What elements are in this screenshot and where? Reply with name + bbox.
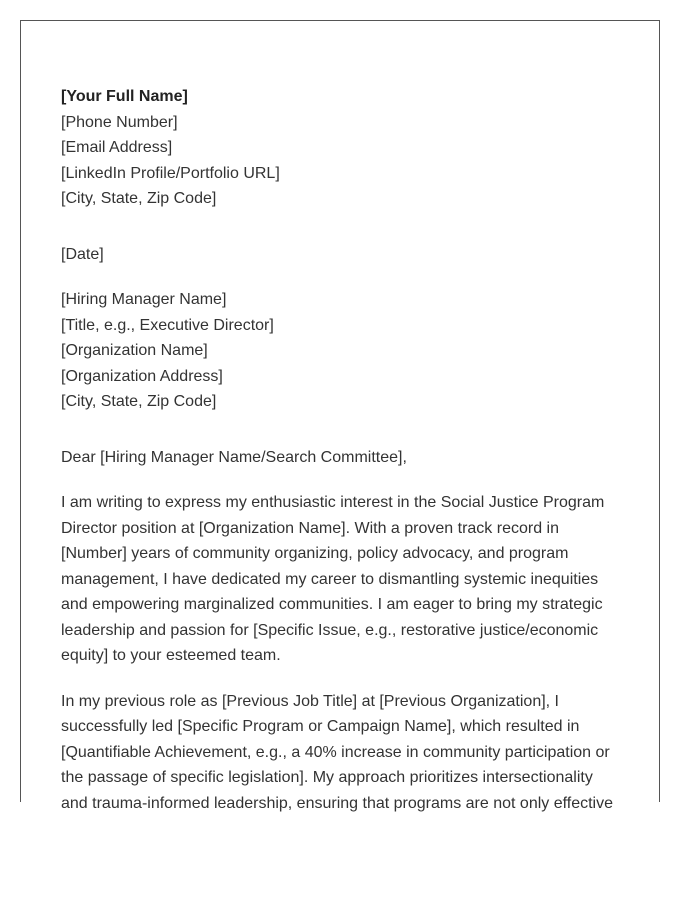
body-paragraph-1: I am writing to express my enthusiastic interest in the Social Justice Program Director position at [Organization Name]. With a proven track record in [Number] years of community organizing, policy advocacy, and program management, I have dedicated my career to dismantling systemic inequities and empowering marginalized communities. I am eager to bring my strategic leadership and passion for [Specific Issue, e.g., restorative justice/economic equity] to your esteemed team. bbox=[61, 494, 605, 664]
sender-email: [Email Address] bbox=[61, 139, 173, 156]
recipient-city-state-zip: [City, State, Zip Code] bbox=[61, 393, 217, 410]
recipient-address: [Organization Address] bbox=[61, 367, 223, 385]
sender-block bbox=[61, 84, 621, 212]
salutation bbox=[61, 445, 621, 471]
recipient-name: [Hiring Manager Name] bbox=[61, 291, 227, 308]
sender-linkedin: [LinkedIn Profile/Portfolio URL] bbox=[61, 164, 280, 182]
body-paragraph-2: In my previous role as [Previous Job Title] at [Previous Organization], I successfully led [Specific Program or Campaign Name], which resulted in [Quantifiable Achievement, e.g., a 40% increase in community participation or the passage of specific legislation]. My approach prioritizes intersectionality and trauma-informed leadership, ensuring that programs are not only effective bbox=[61, 692, 614, 812]
recipient-title: [Title, e.g., Executive Director] bbox=[61, 316, 274, 334]
letter-body bbox=[61, 84, 621, 816]
letter-date: [Date] bbox=[61, 245, 104, 263]
letter-page bbox=[20, 20, 660, 812]
sender-phone: [Phone Number] bbox=[61, 113, 178, 131]
recipient-organization: [Organization Name] bbox=[61, 342, 208, 359]
sender-city-state-zip: [City, State, Zip Code] bbox=[61, 190, 217, 207]
salutation-text: Dear [Hiring Manager Name/Search Committee], bbox=[61, 448, 407, 466]
sender-full-name: [Your Full Name] bbox=[61, 88, 188, 105]
recipient-block bbox=[61, 287, 621, 415]
date-block bbox=[61, 242, 621, 268]
